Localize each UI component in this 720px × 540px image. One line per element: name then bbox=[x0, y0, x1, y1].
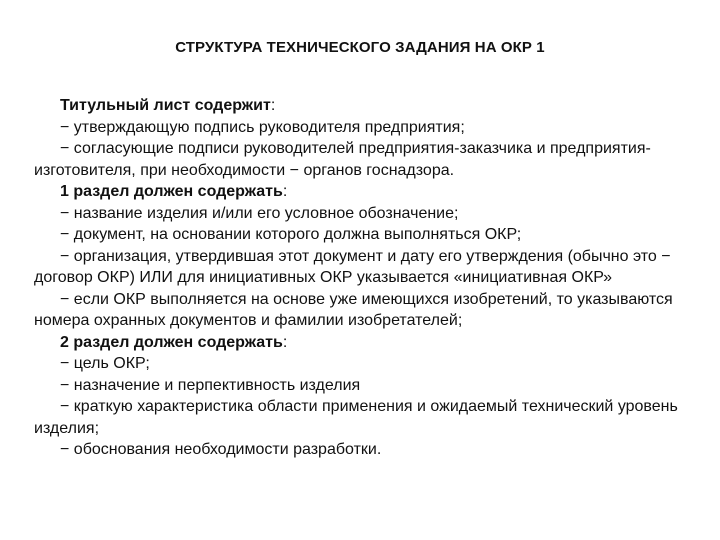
section2-item-1: − цель ОКР; bbox=[60, 355, 150, 372]
section2-heading-text: 2 раздел должен содержать bbox=[60, 333, 283, 351]
heading-colon: : bbox=[282, 183, 288, 200]
section1-item-1: − название изделия и/или его условное обозначение; bbox=[60, 204, 459, 222]
section2-item-4: − обоснования необходимости разработки. bbox=[60, 441, 382, 458]
section2-item-3: − краткую характеристика области применения и ожидаемый технический уровень изделия; bbox=[34, 398, 678, 437]
title-page-heading bbox=[34, 95, 690, 117]
document-body bbox=[34, 95, 690, 461]
title-page-heading-text: Титульный лист содержит bbox=[60, 97, 271, 114]
section1-item-4: − если ОКР выполняется на основе уже имеющихся изобретений, то указываются номера охранных документов и фамилии изобретателей; bbox=[34, 290, 673, 329]
section1-heading bbox=[34, 181, 690, 203]
heading-colon: : bbox=[270, 97, 276, 114]
section1-item-3: − организация, утвердившая этот документ и дату его утверждения (обычно это − договор ОКР) ИЛИ для инициативных ОКР указывается «инициативная ОКР» bbox=[34, 247, 671, 286]
title-page-item-1: − утверждающую подпись руководителя предприятия; bbox=[60, 118, 465, 136]
section1-heading-text: 1 раздел должен содержать bbox=[60, 183, 283, 200]
document-title: СТРУКТУРА ТЕХНИЧЕСКОГО ЗАДАНИЯ НА ОКР 1 bbox=[175, 39, 545, 56]
section2-heading bbox=[34, 332, 690, 354]
section1-item-2: − документ, на основании которого должна выполняться ОКР; bbox=[60, 226, 522, 243]
section2-item-2: − назначение и перпективность изделия bbox=[60, 376, 361, 394]
heading-colon: : bbox=[282, 333, 288, 351]
title-page-item-2: − согласующие подписи руководителей предприятия-заказчика и предприятия-изготовителя, при необходимости − органов госнадзора. bbox=[34, 140, 651, 179]
